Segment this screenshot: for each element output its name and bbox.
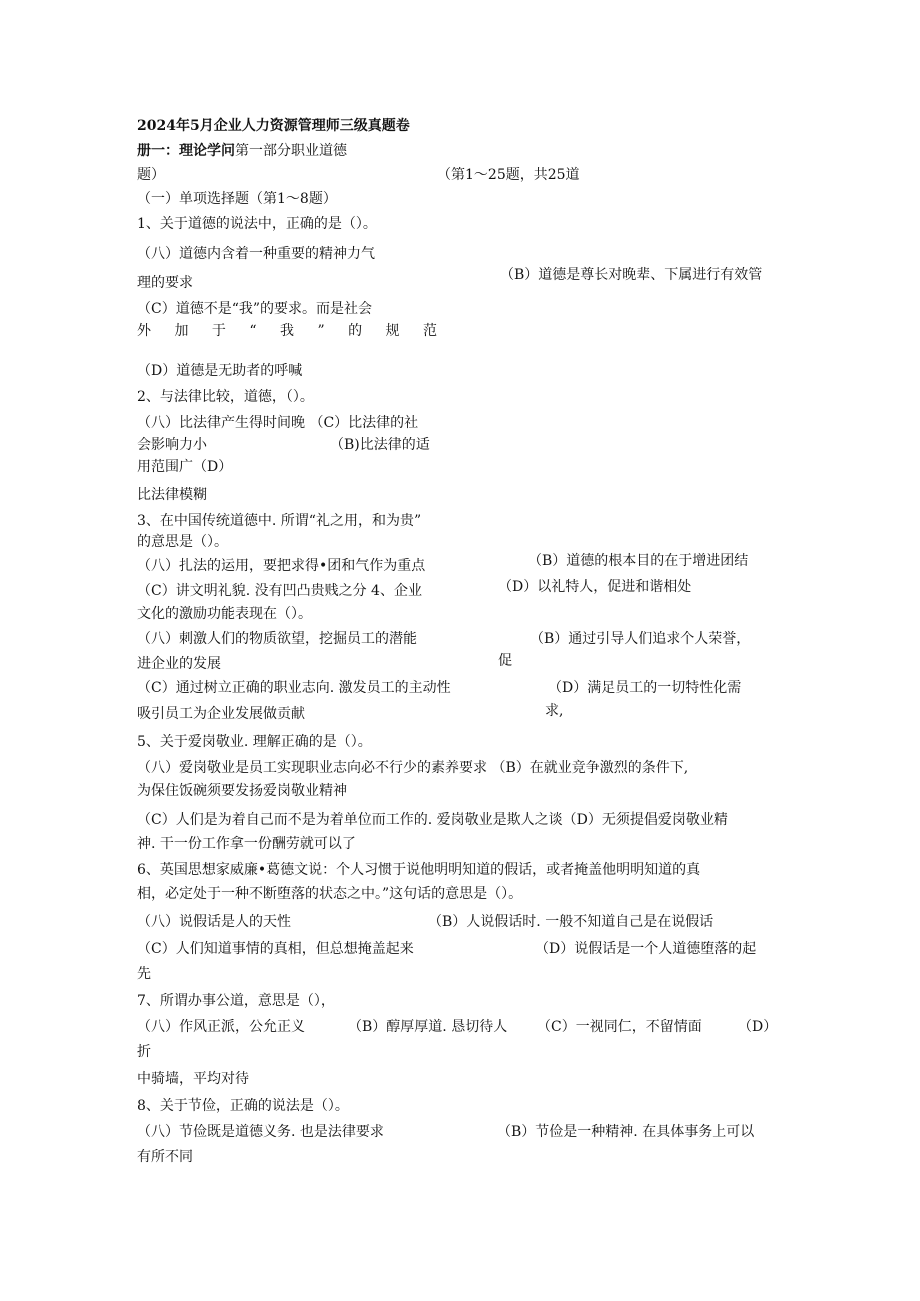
q2-options-line2b: （B)比法律的适 (330, 437, 430, 453)
q1-option-c: （C）道德不是“我”的要求。而是社会 (137, 301, 373, 317)
q7-option-a: （八）作风正派，公允正义 (137, 1019, 305, 1035)
q2-options-line3: 用范围广（D） (137, 459, 233, 475)
q5-options-cd: （C）人们是为着自己而不是为着单位而工作的. 爱岗敬业是欺人之谈（D）无须提倡爱岗敬业精 (137, 812, 728, 828)
doc-title: 2024年5月企业人力资源管理师三级真题卷 (137, 118, 410, 134)
q4-option-d: （D）满足员工的一切特性化需 (548, 680, 742, 696)
q1-option-b: （B）道德是尊长对晚辈、下属进行有效管 (500, 267, 763, 283)
q1-option-a-cont: 理的要求 (137, 275, 193, 291)
q4-option-a: （八）刺激人们的物质欲望，挖掘员工的潜能 (137, 631, 417, 647)
subsection-heading: （一）单项选择题（第1～8题） (137, 191, 337, 207)
q7-option-d: （D） (738, 1019, 778, 1035)
q2-options-line1: （八）比法律产生得时间晚 （C）比法律的社 (137, 415, 419, 431)
q1-option-a: （八）道德内含着一种重要的精神力气 (137, 246, 375, 262)
q6-option-b: （B）人说假话时. 一般不知道自己是在说假话 (428, 914, 714, 930)
q1-c-char: 范 (422, 323, 437, 339)
q7-option-d-cont: 折 (137, 1044, 151, 1060)
q4-option-b: （B）通过引导人们追求个人荣誉， (530, 631, 751, 647)
q1-c-char: 于 (211, 323, 226, 339)
q4-option-d-cont: 求, (545, 703, 564, 719)
q5-options-ab-cont: 为保住饭碗须要发扬爱岗敬业精神 (137, 783, 347, 799)
q6-stem-cont: 相，必定处于一种不断堕落的状态之中。”这句话的意思是（）。 (137, 886, 523, 902)
q8-option-b: （B）节俭是一种精神. 在具体事务上可以 (497, 1124, 755, 1140)
q3-stem-cont: 的意思是（）。 (137, 534, 228, 550)
q8-option-b-cont: 有所不同 (137, 1149, 193, 1165)
q1-option-d: （D）道德是无助者的呼喊 (137, 363, 303, 379)
q6-option-d: （D）说假话是一个人道德堕落的起 (535, 941, 757, 957)
q3-option-d: （D）以礼特人，促进和谐相处 (498, 579, 692, 595)
q8-stem: 8、关于节俭，正确的说法是（）。 (137, 1098, 349, 1114)
q1-option-c-cont (137, 322, 437, 340)
q5-options-cd-cont: 神. 干一份工作拿一份酬劳就可以了 (137, 836, 356, 852)
q3-option-c: （C）讲文明礼貌. 没有凹凸贵贱之分 4、企业 (137, 583, 422, 599)
q2-options-line4: 比法律模糊 (137, 487, 207, 503)
q6-stem: 6、英国思想家威廉•葛德文说：个人习惯于说他明明知道的假话，或者掩盖他明明知道的真 (137, 862, 701, 878)
q3-option-a: （八）扎法的运用，要把求得•团和气作为重点 (137, 558, 426, 574)
volume-label: 册一：理论学问 (137, 143, 235, 159)
q4-option-a-cont: 进企业的发展 (137, 656, 221, 672)
q1-c-char: 加 (174, 323, 189, 339)
q7-option-c: （C）一视同仁，不留情面 (537, 1019, 702, 1035)
q1-c-char: 的 (348, 323, 363, 339)
q4-option-b-cont: 促 (498, 653, 512, 669)
q3-stem: 3、在中国传统道德中. 所谓“礼之用，和为贵” (137, 513, 422, 529)
q7-stem: 7、所谓办事公道，意思是（）， (137, 993, 335, 1009)
q7-option-d-cont2: 中骑墙，平均对待 (137, 1071, 249, 1087)
q1-c-char: “ (249, 323, 257, 339)
q1-c-char: 我 (279, 323, 294, 339)
q7-option-b: （B）醇厚厚道. 恳切待人 (348, 1019, 508, 1035)
volume-line (137, 142, 347, 160)
q8-option-a: （八）节俭既是道德义务. 也是法律要求 (137, 1124, 384, 1140)
part-label: 第一部分职业道德 (235, 143, 347, 159)
q6-option-a: （八）说假话是人的天性 (137, 914, 291, 930)
q5-options-ab: （八）爱岗敬业是员工实现职业志向必不行少的素养要求 （B）在就业竞争激烈的条件下, (137, 760, 689, 776)
q6-option-d-cont: 先 (137, 966, 151, 982)
q2-options-line2a: 会影响力小 (137, 437, 207, 453)
q1-c-char: ” (317, 323, 325, 339)
q4-stem: 文化的激励功能表现在（）。 (137, 606, 312, 622)
q4-option-c: （C）通过树立正确的职业志向. 激发员工的主动性 (137, 680, 451, 696)
q1-stem: 1、关于道德的说法中，正确的是（）。 (137, 216, 377, 232)
section-tail: 题） (137, 167, 165, 183)
q5-stem: 5、关于爱岗敬业. 理解正确的是（）。 (137, 734, 372, 750)
q6-option-c: （C）人们知道事情的真相，但总想掩盖起来 (137, 941, 414, 957)
q2-stem: 2、与法律比较，道德，（）。 (137, 389, 314, 405)
section-range: （第1～25题，共25道 (437, 167, 580, 183)
q1-c-char: 规 (385, 323, 400, 339)
q4-option-c-cont: 吸引员工为企业发展做贡献 (137, 706, 305, 722)
q3-option-b: （B）道德的根本目的在于增进团结 (528, 553, 749, 569)
q1-c-char: 外 (137, 323, 151, 339)
